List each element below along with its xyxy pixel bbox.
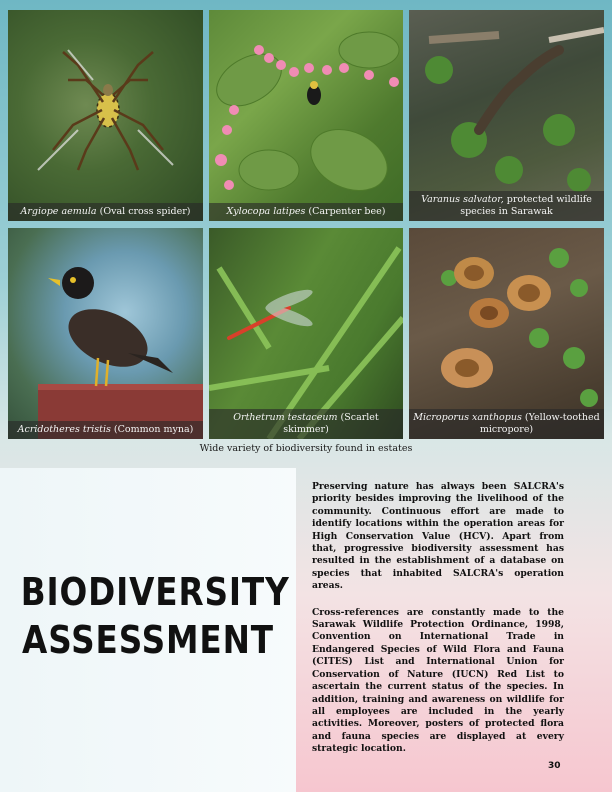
- fungus-illustration: [409, 228, 604, 439]
- bee-flower-illustration: [209, 10, 403, 221]
- paragraph-2: Cross-references are constantly made to the Sarawak Wildlife Protection Ordinance, 1998, Convention on International Trade in Endangered Species of Wild Flora and Fauna (CITES) List and International Union for Conservation of Nature (IUCN) Red List to ascertain the current status of the species. In addition, training and awareness on wildlife for all employees are included in the yearly activities. Moreover, posters of protected flora and fauna species are displayed at every strategic location.: [312, 606, 564, 755]
- photo-lizard: [409, 10, 604, 221]
- page-title: [20, 568, 290, 664]
- myna-illustration: [8, 228, 203, 439]
- page-number: 30: [548, 761, 561, 771]
- photo-caption: Acridotheres tristis (Common myna): [8, 421, 203, 439]
- lizard-illustration: [409, 10, 604, 221]
- photo-caption: Microporus xanthopus (Yellow-toothed micropore): [409, 409, 604, 439]
- photo-dragonfly: [209, 228, 403, 439]
- photo-caption: Xylocopa latipes (Carpenter bee): [209, 203, 403, 221]
- photo-caption: Orthetrum testaceum (Scarlet skimmer): [209, 409, 403, 439]
- photo-bee: [209, 10, 403, 221]
- photo-caption: Argiope aemula (Oval cross spider): [8, 203, 203, 221]
- paragraph-1: Preserving nature has always been SALCRA's priority besides improving the livelihood of the community. Continuous effort are made to identify locations within the operation areas for High Conservation Value (HCV). Apart from that, progressive biodiversity assessment has resulted in the establishment of a database on species that inhabited SALCRA's operation areas.: [312, 481, 564, 592]
- photo-fungus: [409, 228, 604, 439]
- photo-myna: [8, 228, 203, 439]
- title-line-2: ASSESSMENT: [22, 618, 274, 662]
- body-text: [312, 481, 564, 770]
- title-line-1: BIODIVERSITY: [20, 570, 290, 614]
- figure-caption: Wide variety of biodiversity found in estates: [199, 443, 413, 454]
- photo-caption: Varanus salvator, protected wildlife species in Sarawak: [409, 191, 604, 221]
- dragonfly-illustration: [209, 228, 403, 439]
- photo-spider: [8, 10, 203, 221]
- spider-illustration: [8, 10, 203, 221]
